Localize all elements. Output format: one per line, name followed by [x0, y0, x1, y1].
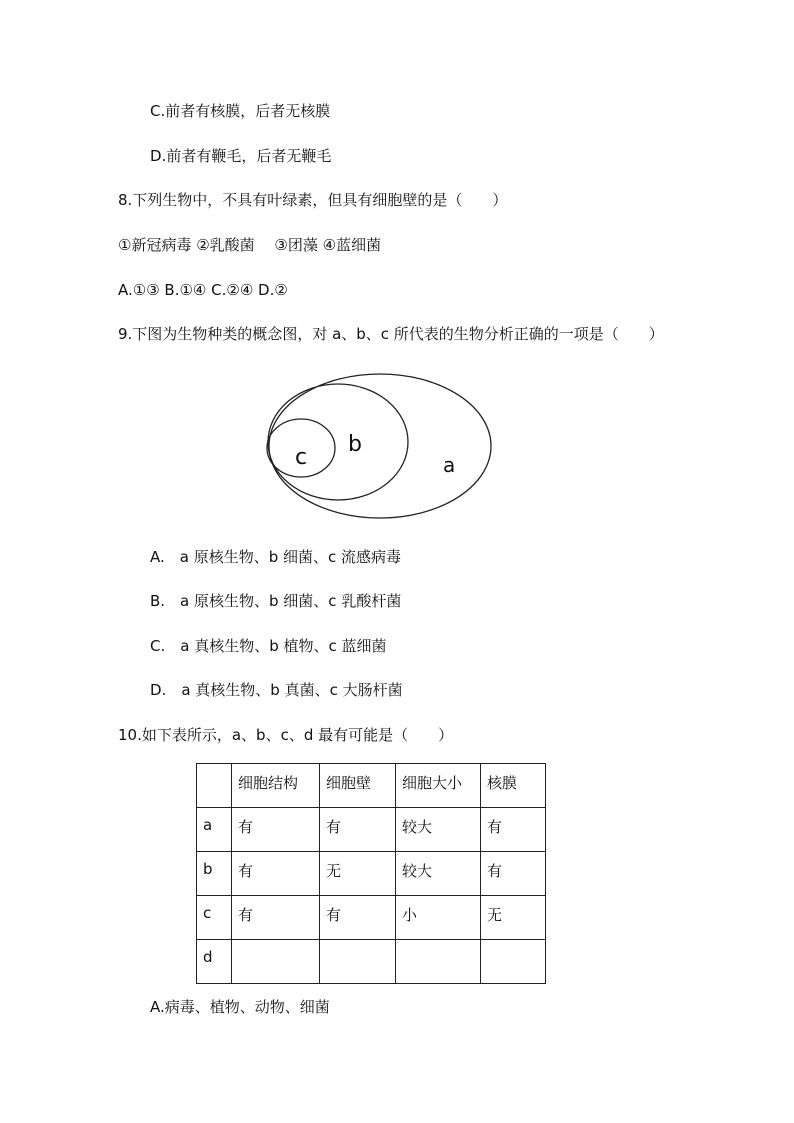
q9-option-b: B. a 原核生物、b 细菌、c 乳酸杆菌 — [150, 592, 402, 610]
q10-option-a: A.病毒、植物、动物、细菌 — [150, 998, 330, 1016]
table-row — [197, 940, 546, 984]
table-cell: 有 — [320, 896, 396, 940]
q7-option-c: C.前者有核膜，后者无核膜 — [150, 102, 331, 120]
q8-items: ①新冠病毒 ②乳酸菌 ③团藻 ④蓝细菌 — [118, 236, 382, 254]
q9-option-a: A. a 原核生物、b 细菌、c 流感病毒 — [150, 548, 402, 566]
table-cell — [320, 940, 396, 984]
table-cell: 有 — [320, 808, 396, 852]
table-row — [197, 808, 546, 852]
table-cell: 较大 — [396, 808, 481, 852]
table-cell: 有 — [481, 852, 546, 896]
q7-option-d: D.前者有鞭毛，后者无鞭毛 — [150, 147, 332, 165]
q10-stem: 10.如下表所示，a、b、c、d 最有可能是（ ） — [118, 726, 454, 744]
table-row — [197, 852, 546, 896]
q9-stem: 9.下图为生物种类的概念图，对 a、b、c 所代表的生物分析正确的一项是（ ） — [118, 325, 664, 343]
table-cell — [396, 940, 481, 984]
label-c: c — [295, 445, 308, 470]
table-cell: 无 — [481, 896, 546, 940]
table-cell: 细胞大小 — [396, 764, 481, 808]
table-cell: 小 — [396, 896, 481, 940]
table-cell — [197, 764, 232, 808]
q10-table — [196, 763, 546, 984]
q9-option-c: C. a 真核生物、b 植物、c 蓝细菌 — [150, 637, 387, 655]
table-cell: d — [197, 940, 232, 984]
table-row — [197, 896, 546, 940]
table-cell: b — [197, 852, 232, 896]
q9-option-d: D. a 真核生物、b 真菌、c 大肠杆菌 — [150, 681, 403, 699]
table-cell: 无 — [320, 852, 396, 896]
table-cell: a — [197, 808, 232, 852]
concept-venn-diagram — [262, 368, 498, 524]
table-cell — [481, 940, 546, 984]
q8-stem: 8.下列生物中，不具有叶绿素，但具有细胞壁的是（ ） — [118, 191, 508, 209]
table-cell — [232, 940, 320, 984]
table-cell: 细胞壁 — [320, 764, 396, 808]
table-cell: 有 — [232, 852, 320, 896]
table-cell: c — [197, 896, 232, 940]
label-a: a — [443, 453, 456, 477]
table-cell: 有 — [481, 808, 546, 852]
label-b: b — [348, 432, 362, 457]
q8-options: A.①③ B.①④ C.②④ D.② — [118, 281, 288, 299]
table-cell: 核膜 — [481, 764, 546, 808]
table-cell: 细胞结构 — [232, 764, 320, 808]
table-cell: 有 — [232, 896, 320, 940]
table-header-row — [197, 764, 546, 808]
circle-b — [268, 384, 408, 500]
table-cell: 较大 — [396, 852, 481, 896]
table-cell: 有 — [232, 808, 320, 852]
